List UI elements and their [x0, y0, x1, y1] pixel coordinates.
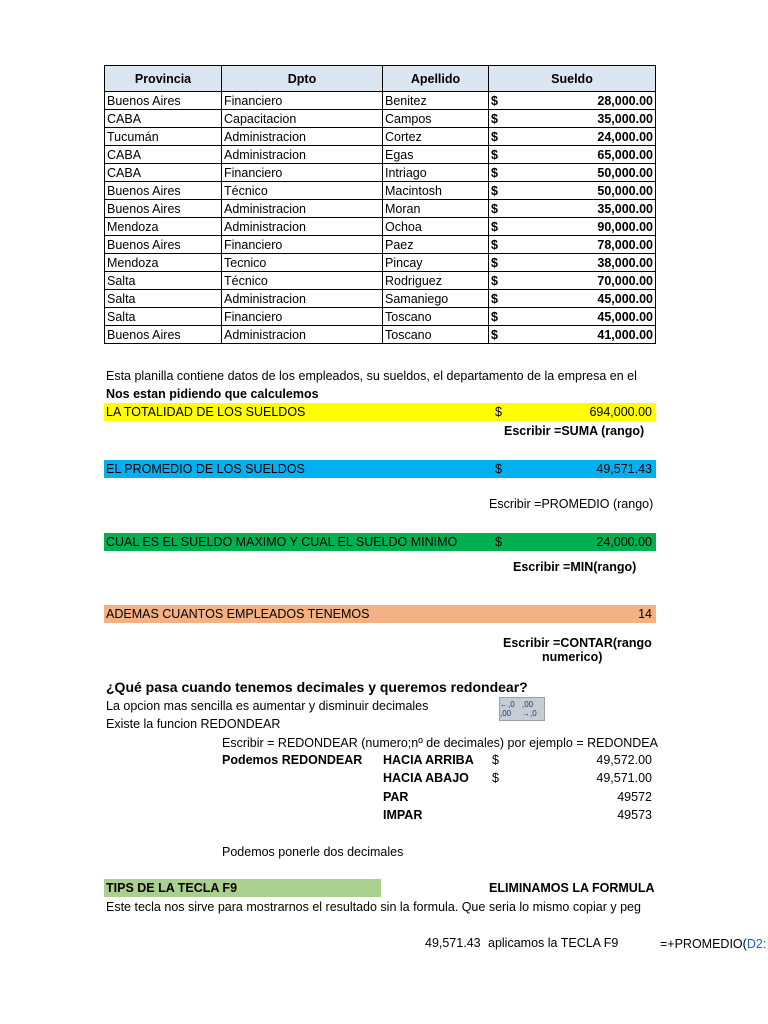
- sueldo-value: 45,000.00: [597, 291, 653, 306]
- cell-dpto[interactable]: Capacitacion: [222, 110, 383, 128]
- sueldo-currency: $: [491, 237, 498, 252]
- redondeo-row-value[interactable]: 49,571.00: [596, 771, 652, 785]
- cell-apellido[interactable]: Moran: [383, 200, 489, 218]
- cell-sueldo[interactable]: [489, 200, 656, 218]
- cell-sueldo[interactable]: [489, 164, 656, 182]
- header-apellido[interactable]: Apellido: [383, 66, 489, 92]
- cell-dpto[interactable]: Financiero: [222, 308, 383, 326]
- cell-provincia[interactable]: CABA: [105, 146, 222, 164]
- cell-provincia[interactable]: Buenos Aires: [105, 200, 222, 218]
- contar-value: 14: [638, 607, 652, 621]
- cell-sueldo[interactable]: [489, 182, 656, 200]
- maxmin-value: 24,000.00: [596, 535, 652, 549]
- sueldo-currency: $: [491, 93, 498, 108]
- contar-label: ADEMAS CUANTOS EMPLEADOS TENEMOS: [106, 607, 370, 621]
- sueldo-currency: $: [491, 147, 498, 162]
- redondeo-line1: La opcion mas sencilla es aumentar y disminuir decimales: [106, 699, 429, 713]
- table-row: [105, 308, 656, 326]
- f9-value: 49,571.43: [425, 936, 481, 950]
- cell-provincia[interactable]: CABA: [105, 164, 222, 182]
- cell-sueldo[interactable]: [489, 326, 656, 344]
- cell-sueldo[interactable]: [489, 290, 656, 308]
- formula-prefix: =+PROMEDIO(: [660, 937, 747, 951]
- cell-apellido[interactable]: Ochoa: [383, 218, 489, 236]
- sueldo-currency: $: [491, 201, 498, 216]
- table-row: [105, 164, 656, 182]
- sueldo-value: 50,000.00: [597, 165, 653, 180]
- cell-provincia[interactable]: Buenos Aires: [105, 236, 222, 254]
- promedio-hint: Escribir =PROMEDIO (rango): [489, 497, 654, 511]
- total-band[interactable]: [104, 403, 656, 421]
- sueldo-value: 38,000.00: [597, 255, 653, 270]
- cell-dpto[interactable]: Administracion: [222, 218, 383, 236]
- table-row: [105, 218, 656, 236]
- cell-dpto[interactable]: Administracion: [222, 200, 383, 218]
- cell-sueldo[interactable]: [489, 272, 656, 290]
- table-row: [105, 146, 656, 164]
- cell-apellido[interactable]: Samaniego: [383, 290, 489, 308]
- promedio-band[interactable]: [104, 460, 656, 478]
- sueldo-currency: $: [491, 165, 498, 180]
- salary-table: [104, 65, 656, 344]
- header-provincia[interactable]: Provincia: [105, 66, 222, 92]
- sueldo-currency: $: [491, 291, 498, 306]
- promedio-label: EL PROMEDIO DE LOS SUELDOS: [106, 462, 305, 476]
- cell-provincia[interactable]: Mendoza: [105, 254, 222, 272]
- cell-sueldo[interactable]: [489, 128, 656, 146]
- sueldo-value: 65,000.00: [597, 147, 653, 162]
- intro-text: Esta planilla contiene datos de los empleados, su sueldos, el departamento de la empresa en el: [106, 369, 637, 383]
- cell-sueldo[interactable]: [489, 218, 656, 236]
- cell-apellido[interactable]: Toscano: [383, 326, 489, 344]
- table-row: [105, 128, 656, 146]
- maxmin-label: CUAL ES EL SUELDO MAXIMO Y CUAL EL SUELDO MINIMO: [106, 535, 458, 549]
- cell-sueldo[interactable]: [489, 308, 656, 326]
- contar-hint-1: Escribir =CONTAR(rango: [503, 636, 652, 650]
- increase-decimal-icon[interactable]: ←,0 ,00: [500, 700, 515, 718]
- cell-sueldo[interactable]: [489, 92, 656, 110]
- cell-provincia[interactable]: Buenos Aires: [105, 326, 222, 344]
- f9-eliminar: ELIMINAMOS LA FORMULA: [489, 881, 655, 895]
- cell-provincia[interactable]: Mendoza: [105, 218, 222, 236]
- sueldo-value: 28,000.00: [597, 93, 653, 108]
- sueldo-value: 70,000.00: [597, 273, 653, 288]
- cell-apellido[interactable]: Egas: [383, 146, 489, 164]
- cell-provincia[interactable]: Buenos Aires: [105, 182, 222, 200]
- cell-apellido[interactable]: Rodriguez: [383, 272, 489, 290]
- maxmin-band[interactable]: [104, 533, 656, 551]
- promedio-currency: $: [495, 462, 502, 476]
- table-row: [105, 254, 656, 272]
- sueldo-currency: $: [491, 327, 498, 342]
- table-row: [105, 200, 656, 218]
- cell-provincia[interactable]: Tucumán: [105, 128, 222, 146]
- cell-apellido[interactable]: Intriago: [383, 164, 489, 182]
- header-sueldo[interactable]: Sueldo: [489, 66, 656, 92]
- cell-provincia[interactable]: CABA: [105, 110, 222, 128]
- total-value: 694,000.00: [589, 405, 652, 419]
- cell-provincia[interactable]: Salta: [105, 290, 222, 308]
- cell-dpto[interactable]: Tecnico: [222, 254, 383, 272]
- cell-apellido[interactable]: Macintosh: [383, 182, 489, 200]
- cell-sueldo[interactable]: [489, 236, 656, 254]
- sueldo-value: 41,000.00: [597, 327, 653, 342]
- header-dpto[interactable]: Dpto: [222, 66, 383, 92]
- maxmin-hint: Escribir =MIN(rango): [513, 560, 637, 574]
- sueldo-value: 35,000.00: [597, 201, 653, 216]
- intro-subtitle: Nos estan pidiendo que calculemos: [106, 387, 319, 401]
- redondeo-row-label: HACIA ARRIBA: [383, 753, 474, 767]
- cell-dpto[interactable]: Financiero: [222, 236, 383, 254]
- table-row: [105, 326, 656, 344]
- sueldo-currency: $: [491, 273, 498, 288]
- cell-dpto[interactable]: Administracion: [222, 290, 383, 308]
- cell-dpto[interactable]: Administracion: [222, 146, 383, 164]
- table-row: [105, 236, 656, 254]
- cell-sueldo[interactable]: [489, 110, 656, 128]
- f9-desc: Este tecla nos sirve para mostrarnos el resultado sin la formula. Que seria lo mismo copiar y peg: [106, 900, 641, 914]
- promedio-value: 49,571.43: [596, 462, 652, 476]
- cell-apellido[interactable]: Pincay: [383, 254, 489, 272]
- table-row: [105, 182, 656, 200]
- f9-formula[interactable]: [660, 937, 766, 951]
- table-row: [105, 92, 656, 110]
- cell-sueldo[interactable]: [489, 146, 656, 164]
- cell-provincia[interactable]: Salta: [105, 272, 222, 290]
- redondeo-line2: Existe la funcion REDONDEAR: [106, 717, 281, 731]
- table-row: [105, 110, 656, 128]
- table-header-row: [105, 66, 656, 92]
- cell-sueldo[interactable]: [489, 254, 656, 272]
- cell-apellido[interactable]: Paez: [383, 236, 489, 254]
- cell-dpto[interactable]: Administracion: [222, 128, 383, 146]
- sueldo-currency: $: [491, 129, 498, 144]
- cell-provincia[interactable]: Salta: [105, 308, 222, 326]
- contar-hint-2: numerico): [542, 650, 603, 664]
- redondeo-podemos: Podemos REDONDEAR: [222, 753, 363, 767]
- contar-band[interactable]: [104, 605, 656, 623]
- redondeo-row-value[interactable]: 49573: [617, 808, 652, 822]
- sueldo-currency: $: [491, 309, 498, 324]
- decrease-decimal-icon[interactable]: ,00 →,0: [522, 700, 537, 718]
- redondeo-row-value[interactable]: 49,572.00: [596, 753, 652, 767]
- cell-apellido[interactable]: Toscano: [383, 308, 489, 326]
- sueldo-value: 24,000.00: [597, 129, 653, 144]
- cell-dpto[interactable]: Financiero: [222, 92, 383, 110]
- cell-dpto[interactable]: Técnico: [222, 272, 383, 290]
- f9-aplicamos: aplicamos la TECLA F9: [488, 936, 619, 950]
- sueldo-value: 50,000.00: [597, 183, 653, 198]
- cell-apellido[interactable]: Campos: [383, 110, 489, 128]
- sueldo-currency: $: [491, 111, 498, 126]
- table-row: [105, 272, 656, 290]
- cell-dpto[interactable]: Administracion: [222, 326, 383, 344]
- cell-dpto[interactable]: Técnico: [222, 182, 383, 200]
- redondeo-row-value[interactable]: 49572: [617, 790, 652, 804]
- redondeo-title: ¿Qué pasa cuando tenemos decimales y queremos redondear?: [106, 679, 528, 695]
- cell-apellido[interactable]: Cortez: [383, 128, 489, 146]
- sueldo-value: 78,000.00: [597, 237, 653, 252]
- total-label: LA TOTALIDAD DE LOS SUELDOS: [106, 405, 306, 419]
- redondeo-row-currency: $: [492, 771, 499, 785]
- f9-title: TIPS DE LA TECLA F9: [104, 879, 381, 897]
- cell-apellido[interactable]: Benitez: [383, 92, 489, 110]
- total-hint: Escribir =SUMA (rango): [504, 424, 645, 438]
- decimal-buttons[interactable]: [499, 697, 545, 721]
- table-row: [105, 290, 656, 308]
- sueldo-currency: $: [491, 255, 498, 270]
- cell-provincia[interactable]: Buenos Aires: [105, 92, 222, 110]
- redondeo-line3: Escribir = REDONDEAR (numero;nº de decimales) por ejemplo = REDONDEA: [222, 736, 658, 750]
- cell-dpto[interactable]: Financiero: [222, 164, 383, 182]
- redondeo-row-label: PAR: [383, 790, 409, 804]
- sueldo-currency: $: [491, 219, 498, 234]
- formula-ref: D2:: [746, 937, 767, 951]
- sueldo-value: 90,000.00: [597, 219, 653, 234]
- maxmin-currency: $: [495, 535, 502, 549]
- sueldo-value: 35,000.00: [597, 111, 653, 126]
- redondeo-row-label: IMPAR: [383, 808, 423, 822]
- sueldo-value: 45,000.00: [597, 309, 653, 324]
- dos-decimales-text: Podemos ponerle dos decimales: [222, 845, 404, 859]
- redondeo-row-label: HACIA ABAJO: [383, 771, 469, 785]
- redondeo-row-currency: $: [492, 753, 499, 767]
- sueldo-currency: $: [491, 183, 498, 198]
- total-currency: $: [495, 405, 502, 419]
